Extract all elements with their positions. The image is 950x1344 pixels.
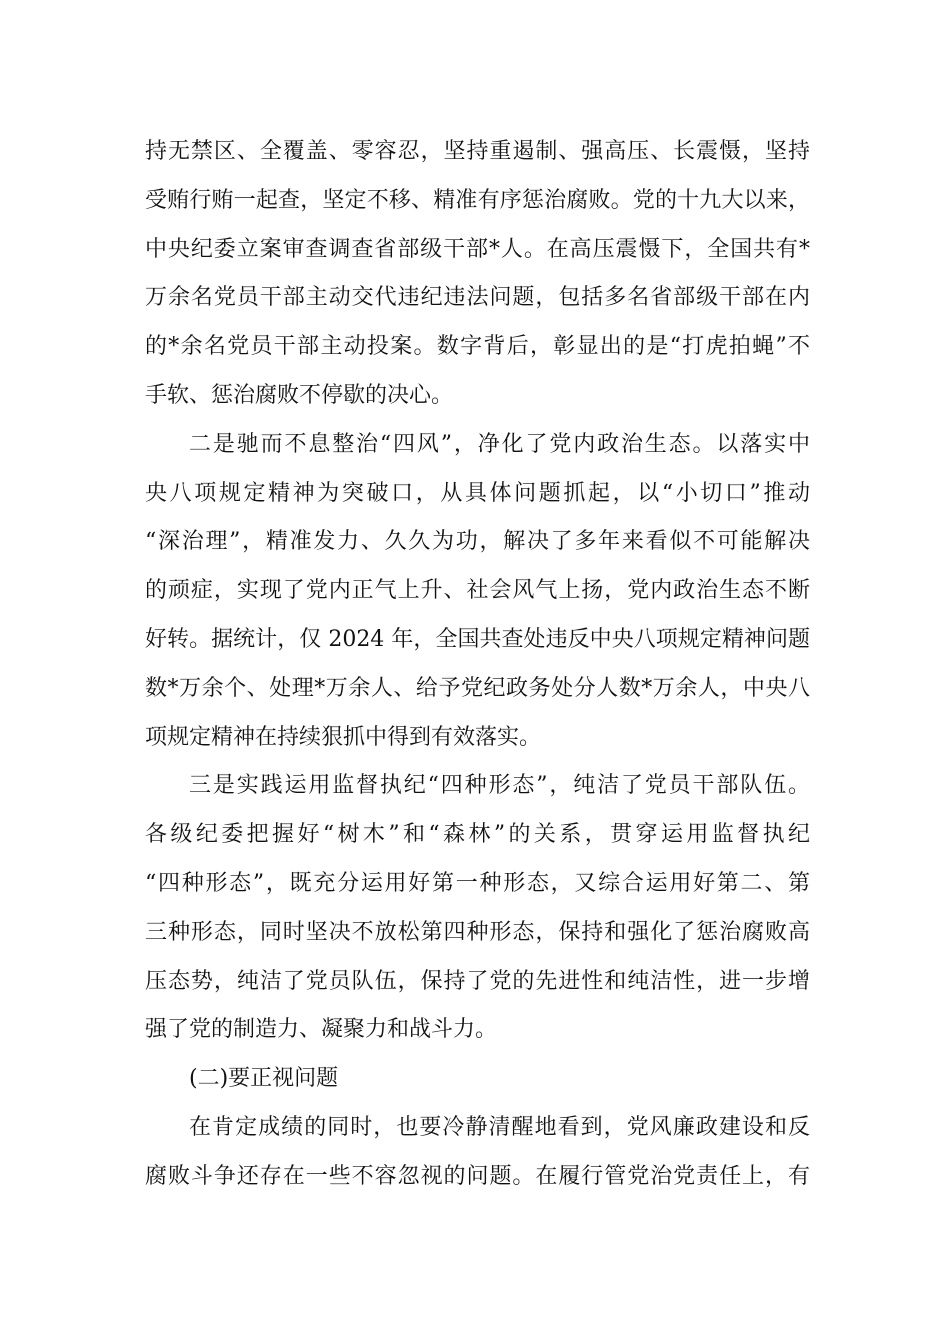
text-line: 万余名党员干部主动交代违纪违法问题，包括多名省部级干部在内 xyxy=(145,285,810,311)
text-line: 三种形态，同时坚决不放松第四种形态，保持和强化了惩治腐败高 xyxy=(145,919,810,945)
text-line: 项规定精神在持续狠抓中得到有效落实。 xyxy=(145,724,542,750)
text-line: 的顽症，实现了党内正气上升、社会风气上扬，党内政治生态不断 xyxy=(145,578,810,604)
text-line: “深治理”，精准发力、久久为功，解决了多年来看似不可能解决 xyxy=(145,529,810,555)
text-line: 的*余名党员干部主动投案。数字背后，彰显出的是“打虎拍蝇”不 xyxy=(145,334,810,360)
text-line: 在肯定成绩的同时，也要冷静清醒地看到，党风廉政建设和反 xyxy=(189,1114,810,1140)
paragraph-2 xyxy=(145,421,810,763)
text-line: 数*万余个、处理*万余人、给予党纪政务处分人数*万余人，中央八 xyxy=(145,675,810,701)
text-line: 二是驰而不息整治“四风”，净化了党内政治生态。以落实中 xyxy=(189,431,810,457)
heading-text: (二)要正视问题 xyxy=(189,1066,339,1092)
paragraph-1 xyxy=(145,128,810,421)
text-line: 好转。据统计，仅 2024 年，全国共查处违反中央八项规定精神问题 xyxy=(145,626,810,652)
paragraph-3 xyxy=(145,762,810,1055)
paragraph-4 xyxy=(145,1104,810,1202)
text-line: 腐败斗争还存在一些不容忽视的问题。在履行管党治党责任上，有 xyxy=(145,1163,810,1189)
document-body xyxy=(145,128,810,1202)
text-line: 中央纪委立案审查调查省部级干部*人。在高压震慑下，全国共有* xyxy=(145,236,810,262)
text-line: 三是实践运用监督执纪“四种形态”，纯洁了党员干部队伍。 xyxy=(189,773,810,799)
text-line: 手软、惩治腐败不停歇的决心。 xyxy=(145,382,454,408)
text-line: 各级纪委把握好“树木”和“森林”的关系，贯穿运用监督执纪 xyxy=(145,822,810,848)
text-line: 强了党的制造力、凝聚力和战斗力。 xyxy=(145,1017,498,1043)
text-line: 央八项规定精神为突破口，从具体问题抓起，以“小切口”推动 xyxy=(145,480,810,506)
section-heading xyxy=(145,1055,810,1104)
text-line: “四种形态”，既充分运用好第一种形态，又综合运用好第二、第 xyxy=(145,870,810,896)
text-line: 压态势，纯洁了党员队伍，保持了党的先进性和纯洁性，进一步增 xyxy=(145,968,810,994)
text-line: 受贿行贿一起查，坚定不移、精准有序惩治腐败。党的十九大以来， xyxy=(145,187,810,213)
text-line: 持无禁区、全覆盖、零容忍，坚持重遏制、强高压、长震慑，坚持 xyxy=(145,139,810,164)
